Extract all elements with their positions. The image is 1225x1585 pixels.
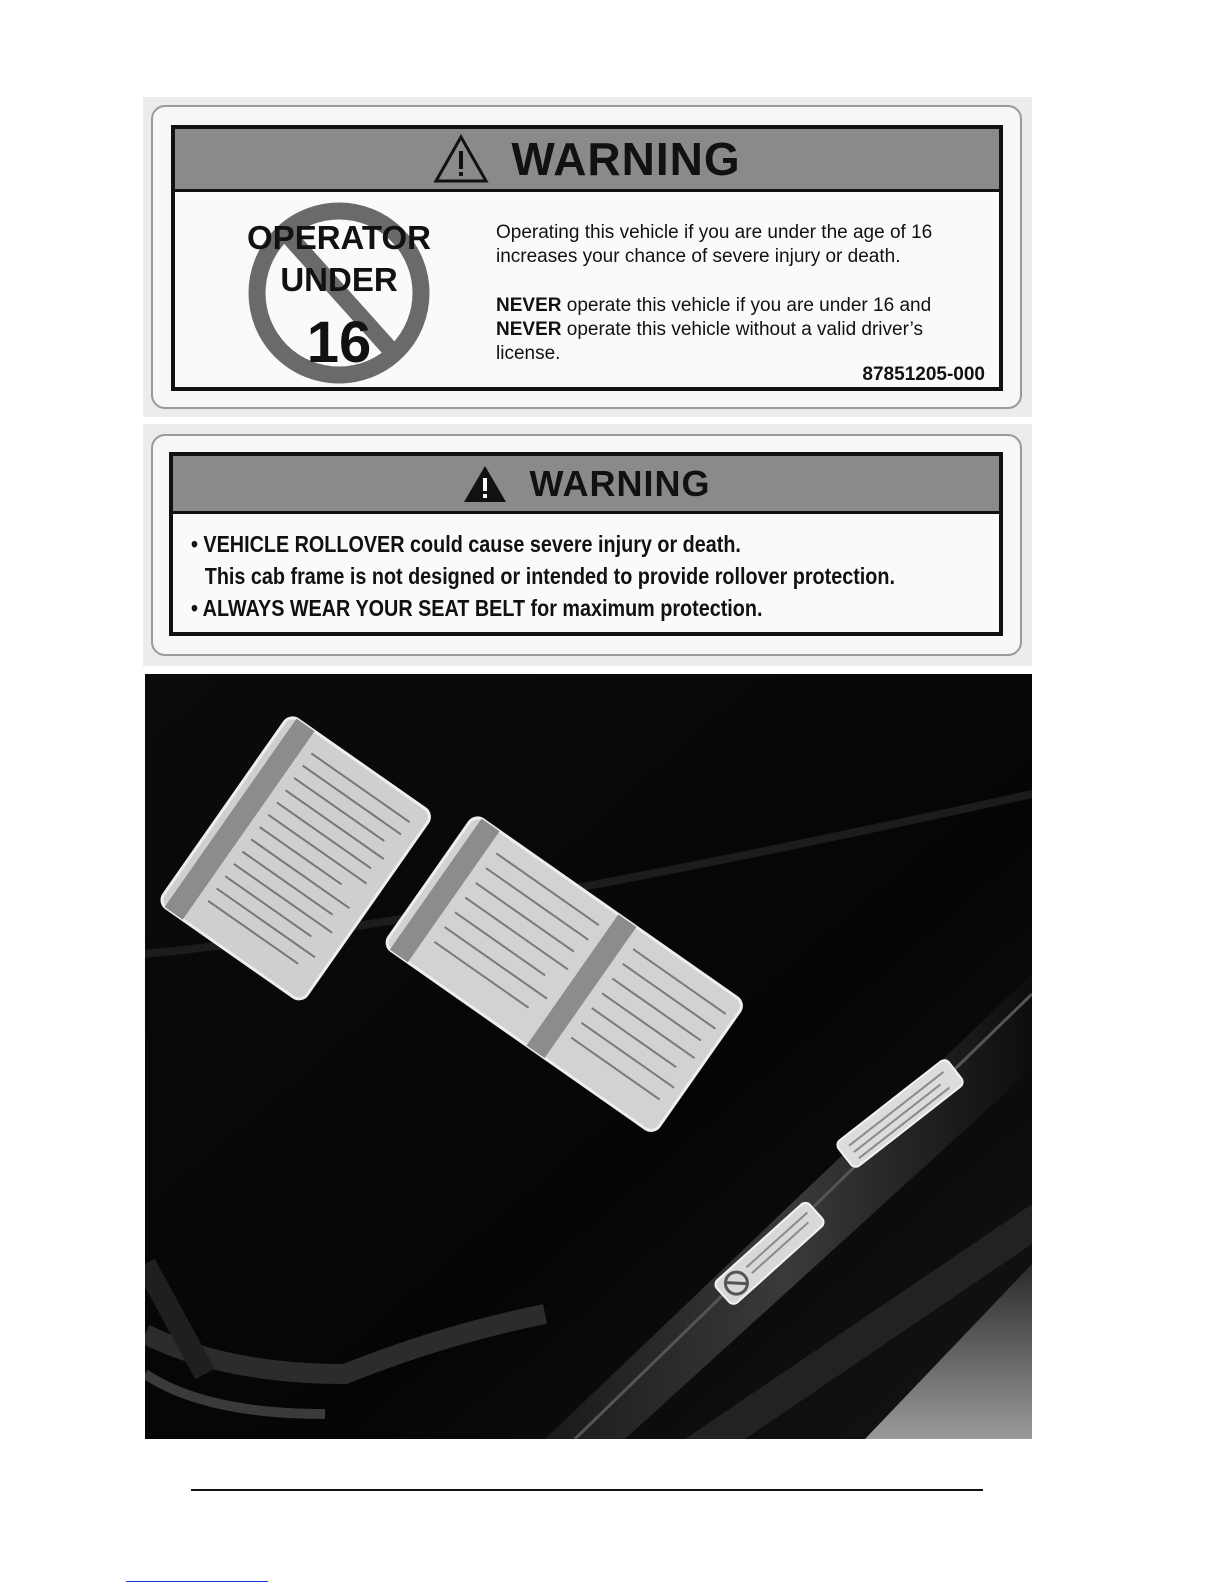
sign-line-operator: OPERATOR bbox=[247, 219, 431, 256]
footer-rule bbox=[191, 1489, 983, 1491]
operator-under-16-icon bbox=[239, 197, 439, 387]
warning-header bbox=[175, 129, 999, 192]
never-text-1: operate this vehicle if you are under 16 and bbox=[561, 295, 932, 316]
rollover-text bbox=[191, 528, 895, 624]
label-rollover bbox=[143, 424, 1032, 666]
warning-box bbox=[169, 452, 1003, 636]
warning-header bbox=[173, 456, 999, 514]
never-operate-paragraph bbox=[496, 294, 966, 366]
label-card bbox=[151, 105, 1022, 409]
warning-title: WARNING bbox=[529, 462, 711, 504]
never-emphasis-1: NEVER bbox=[496, 295, 562, 316]
rollover-line-2: This cab frame is not designed or intended to provide rollover protection. bbox=[204, 563, 895, 589]
rollover-line-3: • ALWAYS WEAR YOUR SEAT BELT for maximum protection. bbox=[191, 595, 763, 621]
warning-triangle-icon bbox=[462, 464, 508, 504]
part-number: 87851205-000 bbox=[862, 364, 985, 385]
footer-link-underline[interactable] bbox=[126, 1581, 268, 1582]
label-operator-age bbox=[143, 97, 1032, 417]
sign-line-under: UNDER bbox=[280, 261, 398, 298]
rollover-line-1: • VEHICLE ROLLOVER could cause severe injury or death. bbox=[191, 531, 741, 557]
label-card bbox=[151, 434, 1022, 656]
never-text-2: operate this vehicle without a valid driver’s license. bbox=[496, 319, 924, 364]
warning-title: WARNING bbox=[511, 133, 741, 185]
warning-box bbox=[171, 125, 1003, 391]
cab-roof-photo bbox=[145, 674, 1032, 1439]
sign-line-16: 16 bbox=[306, 310, 372, 375]
warning-triangle-icon bbox=[433, 134, 489, 184]
age-warning-paragraph: Operating this vehicle if you are under the age of 16 increases your chance of severe injury or death. bbox=[496, 222, 933, 267]
never-emphasis-2: NEVER bbox=[496, 319, 562, 340]
